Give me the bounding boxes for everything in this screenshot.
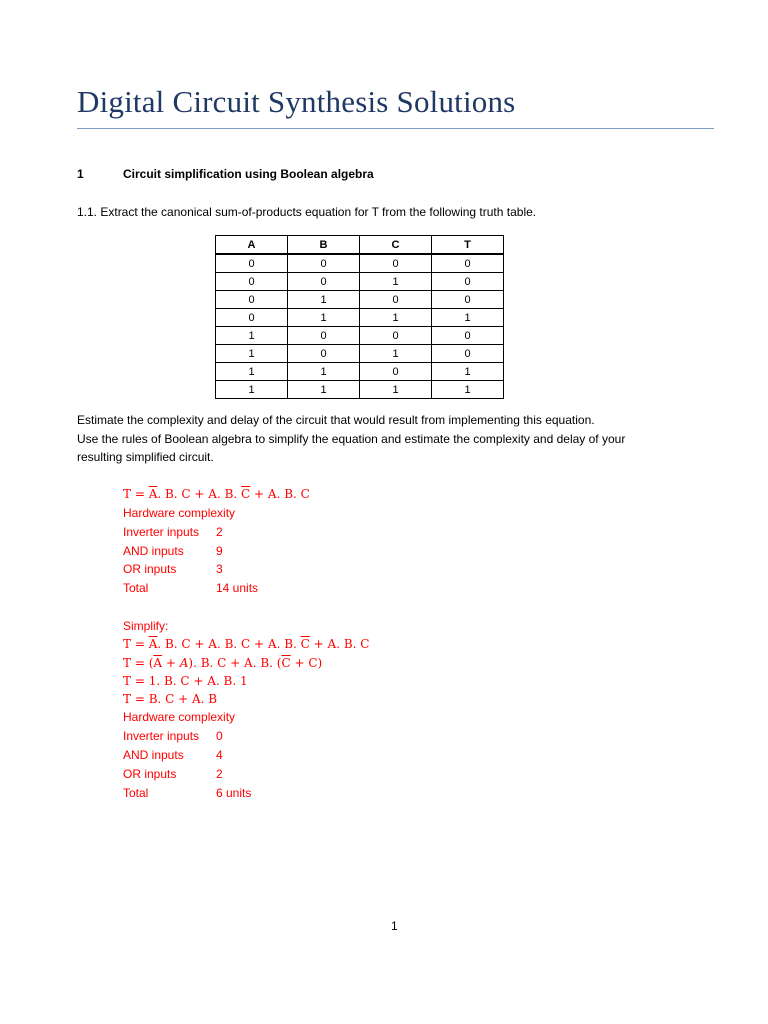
table-cell: 1 [432, 309, 504, 327]
complexity-value: 2 [216, 525, 223, 539]
equation-part: + A. B. C [250, 487, 310, 501]
table-cell: 0 [432, 273, 504, 291]
complexity-label: OR inputs [123, 767, 177, 781]
simplify-equation-3: T = 1. B. C + A. B. 1 [123, 674, 248, 688]
equation-part-negated: $\overline{A}$ [148, 637, 158, 651]
complexity-label: AND inputs [123, 748, 184, 762]
simplify-label: Simplify: [123, 619, 169, 633]
table-cell: 0 [432, 327, 504, 345]
question-text: 1.1. Extract the canonical sum-of-products equation for T from the following truth table. [77, 205, 537, 219]
table-cell: 1 [216, 381, 288, 399]
equation-part-italic: A [179, 656, 189, 670]
equation-part: . B. C + A. B. C + A. B. [157, 637, 301, 651]
equation-part: + [162, 656, 180, 670]
table-cell: 1 [216, 327, 288, 345]
table-cell: 1 [288, 309, 360, 327]
simplify-equation-4: T = B. C + A. B [123, 692, 218, 706]
equation-part: . B. C + A. B. [157, 487, 242, 501]
equation-part: T = [123, 637, 149, 651]
table-cell: 0 [360, 327, 432, 345]
canonical-equation [123, 487, 310, 501]
complexity-value: 6 units [216, 786, 252, 800]
table-cell: 1 [360, 309, 432, 327]
table-cell: 1 [288, 381, 360, 399]
table-cell: 0 [432, 254, 504, 273]
complexity-value: 4 [216, 748, 223, 762]
table-cell: 1 [360, 273, 432, 291]
equation-part: T = [123, 487, 149, 501]
equation-part-negated: $\overline{A}$ [148, 487, 158, 501]
table-cell: 0 [288, 345, 360, 363]
table-cell: 1 [216, 345, 288, 363]
table-cell: 0 [432, 291, 504, 309]
section-number: 1 [77, 167, 84, 181]
equation-part-negated: $\overline{C}$ [281, 656, 291, 670]
complexity-label: OR inputs [123, 562, 177, 576]
table-cell: 1 [432, 381, 504, 399]
table-row [216, 363, 504, 381]
table-cell: 1 [288, 363, 360, 381]
column-header: B [288, 236, 360, 255]
table-cell: 0 [216, 254, 288, 273]
table-cell: 0 [432, 345, 504, 363]
table-cell: 1 [288, 291, 360, 309]
table-row [216, 254, 504, 273]
table-cell: 0 [216, 309, 288, 327]
instruction-line-2: Use the rules of Boolean algebra to simplify the equation and estimate the complexity and delay of your [77, 432, 626, 446]
table-cell: 0 [360, 254, 432, 273]
equation-part-negated: $\overline{C}$ [241, 487, 251, 501]
equation-part: + C) [290, 656, 323, 670]
section-title: Circuit simplification using Boolean algebra [123, 167, 374, 181]
title-underline [77, 128, 714, 129]
table-row [216, 273, 504, 291]
equation-part: ). B. C + A. B. ( [188, 656, 282, 670]
table-row [216, 381, 504, 399]
table-cell: 0 [216, 273, 288, 291]
simplify-equation-1 [123, 637, 369, 651]
complexity-label: Inverter inputs [123, 729, 200, 743]
document-title: Digital Circuit Synthesis Solutions [77, 84, 516, 119]
table-cell: 0 [288, 327, 360, 345]
simplify-equation-2 [123, 656, 322, 670]
equation-part-negated: $\overline{C}$ [300, 637, 310, 651]
table-cell: 0 [288, 254, 360, 273]
column-header: C [360, 236, 432, 255]
table-cell: 0 [216, 291, 288, 309]
table-cell: 0 [288, 273, 360, 291]
equation-part: T = ( [123, 656, 154, 670]
complexity-label: Inverter inputs [123, 525, 200, 539]
table-cell: 1 [360, 345, 432, 363]
complexity-title: Hardware complexity [123, 506, 236, 520]
truth-table [215, 235, 504, 399]
equation-part: + A. B. C [309, 637, 370, 651]
instruction-line-3: resulting simplified circuit. [77, 450, 214, 464]
complexity-value: 9 [216, 544, 223, 558]
table-row [216, 345, 504, 363]
complexity-value: 0 [216, 729, 223, 743]
table-row [216, 309, 504, 327]
equation-part-negated: $\overline{A}$ [153, 656, 163, 670]
complexity-value: 3 [216, 562, 223, 576]
table-cell: 0 [360, 291, 432, 309]
complexity-label: Total [123, 581, 149, 595]
complexity-label: Total [123, 786, 149, 800]
column-header: A [216, 236, 288, 255]
complexity-label: AND inputs [123, 544, 184, 558]
table-cell: 0 [360, 363, 432, 381]
instruction-line-1: Estimate the complexity and delay of the circuit that would result from implementing this equation. [77, 413, 595, 427]
complexity-value: 14 units [216, 581, 259, 595]
column-header: T [432, 236, 504, 255]
table-row [216, 327, 504, 345]
truth-table-header-row [216, 236, 504, 255]
page-number: 1 [391, 919, 398, 933]
complexity-value: 2 [216, 767, 223, 781]
table-cell: 1 [360, 381, 432, 399]
table-cell: 1 [216, 363, 288, 381]
complexity-title: Hardware complexity [123, 710, 236, 724]
table-row [216, 291, 504, 309]
table-cell: 1 [432, 363, 504, 381]
